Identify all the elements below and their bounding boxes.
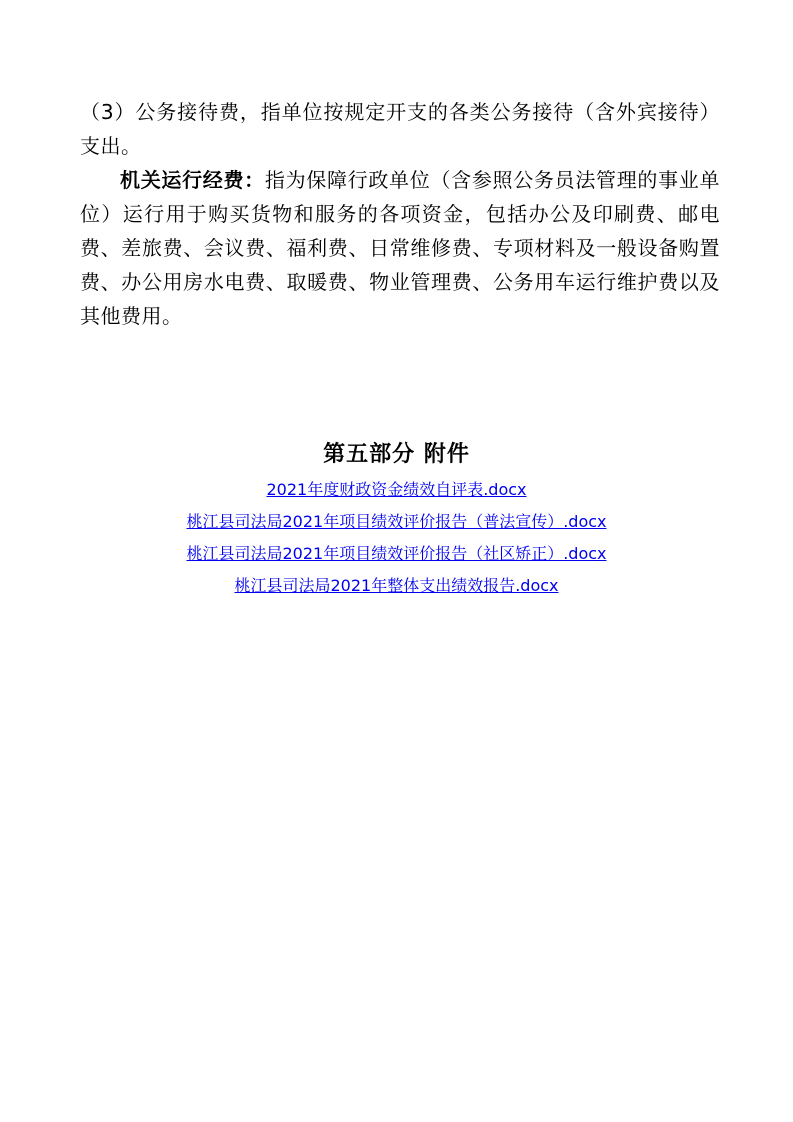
definition-operating-expense: 指为保障行政单位（含参照公务员法管理的事业单位）运行用于购买货物和服务的各项资金，包括办公及印刷费、邮电费、差旅费、会议费、福利费、日常维修费、专项材料及一般设备购置费、办公用房水电费、取暖费、物业管理费、公务用车运行维护费以及其他费用。 [80, 168, 720, 328]
body-text [80, 95, 720, 333]
attachment-link-self-evaluation[interactable]: 2021年度财政资金绩效自评表.docx [266, 480, 527, 499]
list-item [0, 474, 793, 506]
list-item [0, 570, 793, 602]
paragraph-operating-expense [80, 163, 720, 333]
paragraph-reception-expense: （3）公务接待费，指单位按规定开支的各类公务接待（含外宾接待）支出。 [80, 100, 720, 158]
list-item [0, 538, 793, 570]
list-item [0, 506, 793, 538]
term-operating-expense: 机关运行经费： [120, 168, 265, 192]
attachment-link-community-correction-report[interactable]: 桃江县司法局2021年项目绩效评价报告（社区矫正）.docx [186, 544, 607, 563]
section-heading-attachments: 第五部分 附件 [323, 442, 470, 467]
attachment-list [0, 474, 793, 602]
attachment-link-overall-expenditure-report[interactable]: 桃江县司法局2021年整体支出绩效报告.docx [234, 576, 559, 595]
attachment-link-legal-education-report[interactable]: 桃江县司法局2021年项目绩效评价报告（普法宣传）.docx [186, 512, 607, 531]
